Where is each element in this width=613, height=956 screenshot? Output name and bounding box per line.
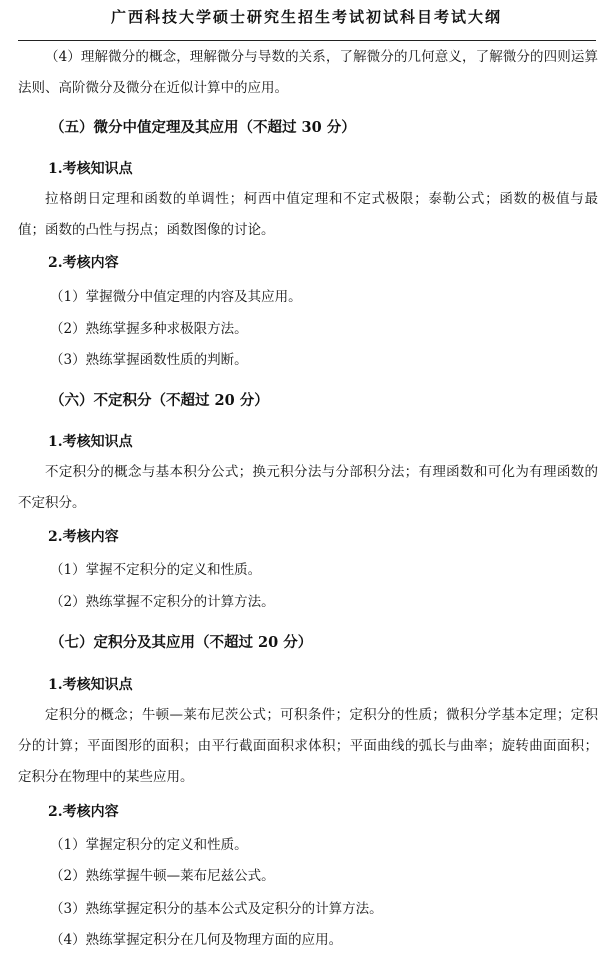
section-5-points-heading: 1.考核知识点 [48, 161, 133, 177]
intro-paragraph: （4）理解微分的概念，理解微分与导数的关系，了解微分的几何意义，了解微分的四则运算法则、高阶微分及微分在近似计算中的应用。 [18, 49, 598, 96]
section-5-item-1: （1）掌握微分中值定理的内容及其应用。 [50, 289, 302, 305]
section-6-item-1: （1）掌握不定积分的定义和性质。 [50, 562, 262, 578]
page-header-title: 广西科技大学硕士研究生招生考试初试科目考试大纲 [110, 8, 502, 26]
section-7-points-text: 定积分的概念；牛顿—莱布尼茨公式；可积条件；定积分的性质；微积分学基本定理；定积分的计算；平面图形的面积；由平行截面面积求体积；平面曲线的弧长与曲率；旋转曲面面积；定积分在物理中的某些应用。 [18, 707, 598, 785]
section-7-points-heading: 1.考核知识点 [48, 677, 133, 693]
header-divider [18, 40, 596, 41]
section-7-item-2: （2）熟练掌握牛顿—莱布尼兹公式。 [50, 868, 275, 884]
section-7-item-4: （4）熟练掌握定积分在几何及物理方面的应用。 [50, 932, 343, 948]
section-6-content-heading: 2.考核内容 [48, 529, 119, 545]
section-title-5: （五）微分中值定理及其应用（不超过 30 分） [50, 119, 356, 136]
section-5-item-2: （2）熟练掌握多种求极限方法。 [50, 321, 248, 337]
section-5-item-3: （3）熟练掌握函数性质的判断。 [50, 352, 248, 368]
section-title-6: （六）不定积分（不超过 20 分） [50, 392, 269, 409]
section-7-item-1: （1）掌握定积分的定义和性质。 [50, 837, 248, 853]
section-title-7: （七）定积分及其应用（不超过 20 分） [50, 634, 313, 651]
section-7-content-heading: 2.考核内容 [48, 804, 119, 820]
section-6-item-2: （2）熟练掌握不定积分的计算方法。 [50, 594, 275, 610]
section-6-points-heading: 1.考核知识点 [48, 434, 133, 450]
section-7-item-3: （3）熟练掌握定积分的基本公式及定积分的计算方法。 [50, 901, 383, 917]
section-5-points-text: 拉格朗日定理和函数的单调性；柯西中值定理和不定式极限；泰勒公式；函数的极值与最值；函数的凸性与拐点；函数图像的讨论。 [18, 191, 598, 238]
section-5-content-heading: 2.考核内容 [48, 255, 119, 271]
section-6-points-text: 不定积分的概念与基本积分公式；换元积分法与分部积分法；有理函数和可化为有理函数的不定积分。 [18, 464, 598, 511]
